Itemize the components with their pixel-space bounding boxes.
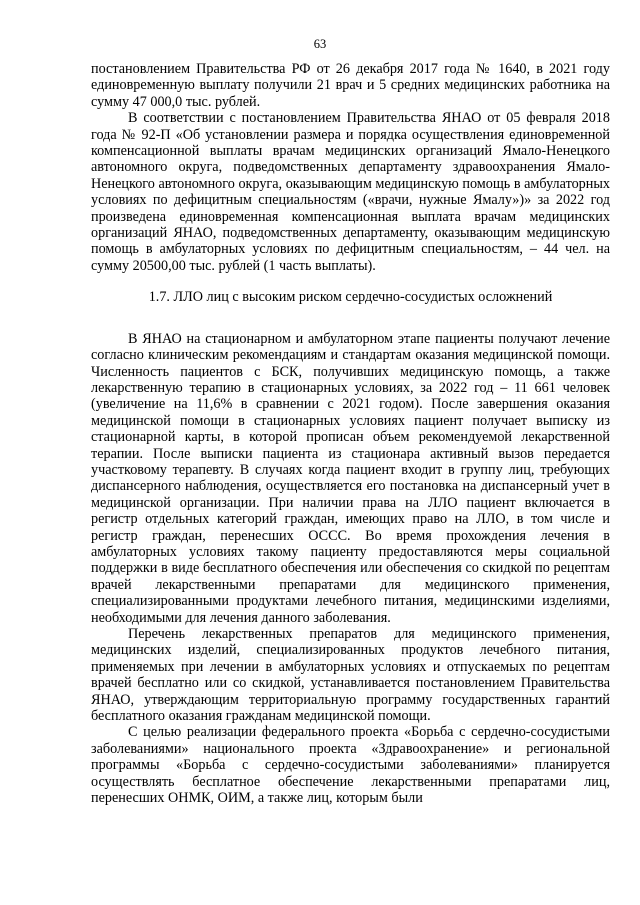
paragraph-compensation-payment: В соответствии с постановлением Правительства ЯНАО от 05 февраля 2018 года № 92-П «Об установлении размера и порядка осуществления единовременной компенсационной выплаты врачам медицинских организаций Ямало-Ненецкого автономного округа, подведомственных департаменту здравоохранения Ямало-Ненецкого автономного округа, оказывающим медицинскую помощь в амбулаторных условиях по дефицитным специальностям («врачи, нужные Ямалу»)» за 2022 год произведена единовременная компенсационная выплата врачам медицинских организаций ЯНАО, подведомственных департаменту, оказывающим медицинскую помощь в амбулаторных условиях по дефицитным специальностям, – 44 чел. на сумму 20500,00 тыс. рублей (1 часть выплаты). (91, 110, 610, 274)
page-number: 63 (313, 37, 327, 51)
section-heading: 1.7. ЛЛО лиц с высоким риском сердечно-сосудистых осложнений (148, 289, 553, 306)
page-body (91, 61, 610, 806)
paragraph-federal-project: С целью реализации федерального проекта «Борьба с сердечно-сосудистыми заболеваниями» национального проекта «Здравоохранение» и региональной программы «Борьба с сердечно-сосудистыми заболеваниями» планируется осуществлять бесплатное обеспечение лекарственными препаратами лиц, перенесших ОНМК, ОИМ, а также лиц, которым были (91, 724, 610, 807)
paragraph-drug-list: Перечень лекарственных препаратов для медицинского применения, медицинских изделий, специализированных продуктов лечебного питания, применяемых при лечении в амбулаторных условиях и отпускаемых по рецептам врачей бесплатно или со скидкой, устанавливается постановлением Правительства ЯНАО, утверждающим территориальную программу государственных гарантий бесплатного оказания гражданам медицинской помощи. (91, 626, 610, 725)
paragraph-payments-continuation: постановлением Правительства РФ от 26 декабря 2017 года № 1640, в 2021 году единовременную выплату получили 21 врач и 5 средних медицинских работника на сумму 47 000,0 тыс. рублей. (91, 61, 610, 110)
paragraph-patient-treatment: В ЯНАО на стационарном и амбулаторном этапе пациенты получают лечение согласно клиническим рекомендациям и стандартам оказания медицинской помощи. Численность пациентов с БСК, получивших медицинскую помощь, а также лекарственную терапию в стационарных условиях, за 2022 год – 11 661 человек (увеличение на 11,6% в сравнении с 2021 годом). После завершения оказания медицинской помощи в стационарных условиях пациент получает выписку из стационарной карты, в которой прописан объем рекомендуемой лекарственной терапии. После выписки пациента из стационара активный вызов передается участковому терапевту. В случаях когда пациент входит в группу лиц, требующих диспансерного наблюдения, осуществляется его постановка на диспансерный учет в медицинской организации. При наличии права на ЛЛО пациент включается в регистр отдельных категорий граждан, имеющих право на ЛЛО, в том числе и регистр граждан, перенесших ОССС. Во время прохождения лечения в амбулаторных условиях такому пациенту предоставляются меры социальной поддержки в виде бесплатного обеспечения или обеспечения со скидкой по рецептам врачей лекарственными препаратами для медицинского применения, специализированными продуктами лечебного питания, медицинскими изделиями, необходимыми для лечения данного заболевания. (91, 330, 610, 626)
